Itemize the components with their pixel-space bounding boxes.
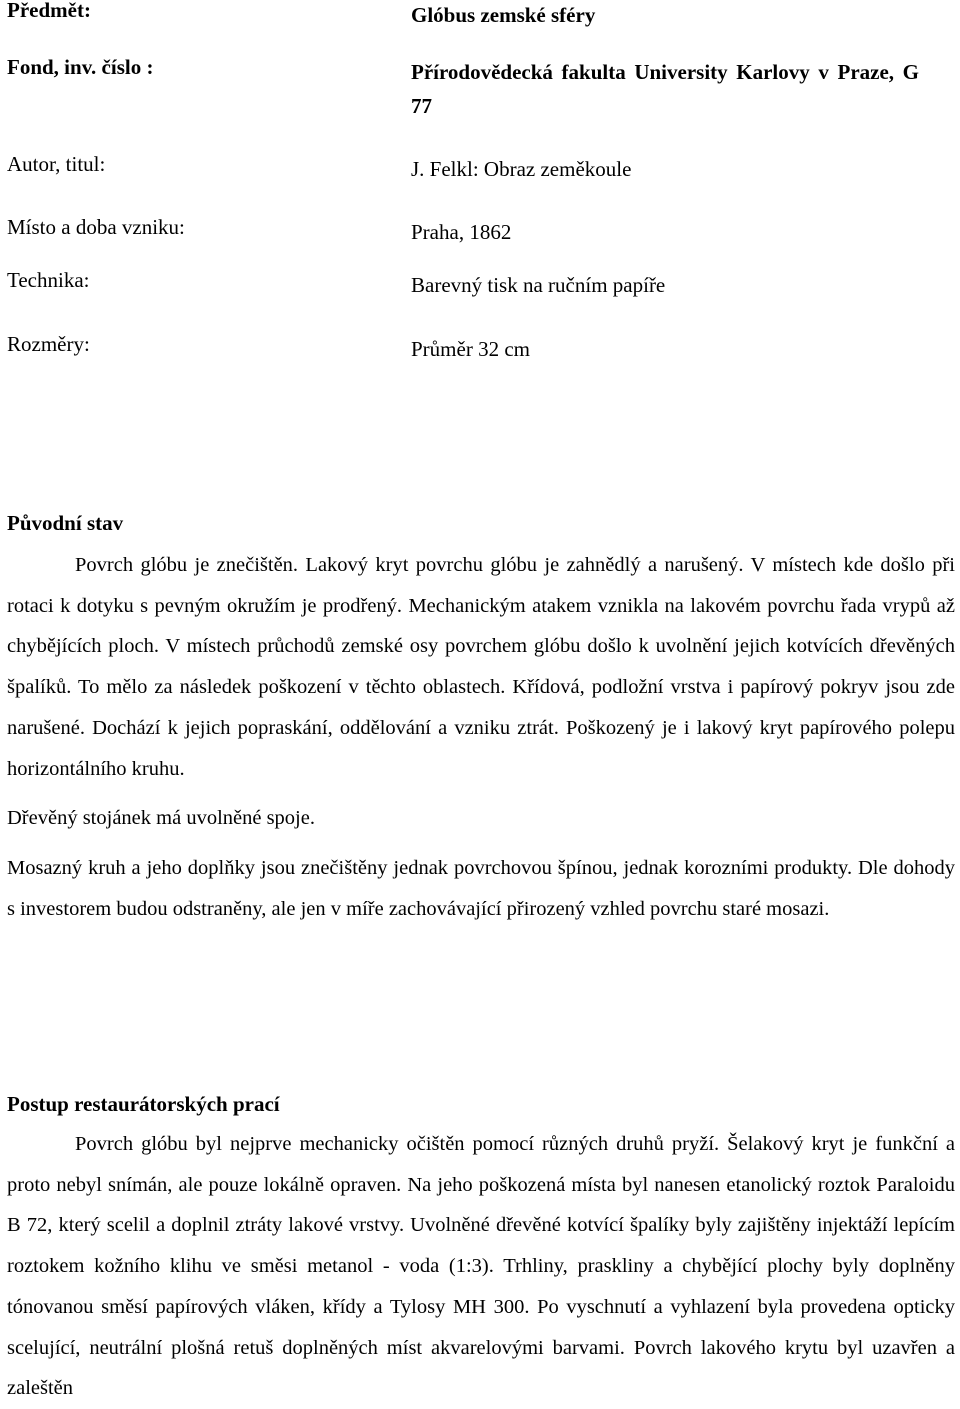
- restoration-heading: Postup restaurátorských prací: [7, 1092, 280, 1116]
- restoration-body: [7, 1124, 955, 1409]
- fond-label: Fond, inv. číslo :: [7, 55, 154, 79]
- origin-value: Praha, 1862: [411, 220, 512, 244]
- dimensions-label: Rozměry:: [7, 332, 90, 356]
- original-state-paragraph-1: [7, 545, 955, 789]
- author-label: Autor, titul:: [7, 152, 106, 176]
- subject-label: Předmět:: [7, 0, 91, 22]
- dimensions-value: Průměr 32 cm: [411, 337, 530, 361]
- fond-value: Přírodovědecká fakulta University Karlovy v Praze, G 77: [411, 60, 919, 118]
- original-state-body: [7, 545, 955, 929]
- original-state-heading: Původní stav: [7, 511, 124, 535]
- technique-value: Barevný tisk na ručním papíře: [411, 273, 666, 297]
- original-state-paragraph-1-text: Povrch glóbu je znečištěn. Lakový kryt povrchu glóbu je zahnědlý a narušený. V místech kde došlo při rotaci k dotyku s pevným okružím je prodřený. Mechanickým atakem vznikla na lakovém povrchu řada vrypů až chybějících ploch. V místech průchodů zemské osy povrchem glóbu došlo k uvolnění jejich kotvících dřevěných špalíků. To mělo za následek poškození v těchto oblastech. Křídová, podložní vrstva i papírový pokryv jsou zde narušené. Dochází k jejich popraskání, oddělování a vzniku ztrát. Poškozený je i lakový kryt papírového polepu horizontálního kruhu.: [7, 554, 955, 780]
- technique-label: Technika:: [7, 268, 90, 292]
- original-state-paragraph-2: Dřevěný stojánek má uvolněné spoje.: [7, 807, 315, 830]
- origin-label: Místo a doba vzniku:: [7, 215, 185, 239]
- restoration-paragraph-1: [7, 1124, 955, 1409]
- original-state-paragraph-3: Mosazný kruh a jeho doplňky jsou znečištěny jednak povrchovou špínou, jednak korozními produkty. Dle dohody s investorem budou odstraněny, ale jen v míře zachovávající přirozený vzhled povrchu staré mosazi.: [7, 856, 955, 920]
- subject-value: Glóbus zemské sféry: [411, 3, 596, 27]
- author-value: J. Felkl: Obraz zeměkoule: [411, 157, 632, 181]
- restoration-paragraph-1-text: Povrch glóbu byl nejprve mechanicky očištěn pomocí různých druhů pryží. Šelakový kryt je funkční a proto nebyl snímán, ale pouze lokálně opraven. Na jeho poškozená místa byl nanesen etanolický roztok Paraloidu B 72, který scelil a doplnil ztráty lakové vrstvy. Uvolněné dřevěné kotvící špalíky byly zajištěny injektáží lepícím roztokem kožního klihu ve směsi metanol - voda (1:3). Trhliny, praskliny a chybějící plochy byly doplněny tónovanou směsí papírových vláken, křídy a Tylosy MH 300. Po vyschnutí a vyhlazení byla provedena opticky scelující, neutrální plošná retuš doplněných míst akvarelovými barvami. Povrch lakového krytu byl uzavřen a zaleštěn: [7, 1133, 955, 1400]
